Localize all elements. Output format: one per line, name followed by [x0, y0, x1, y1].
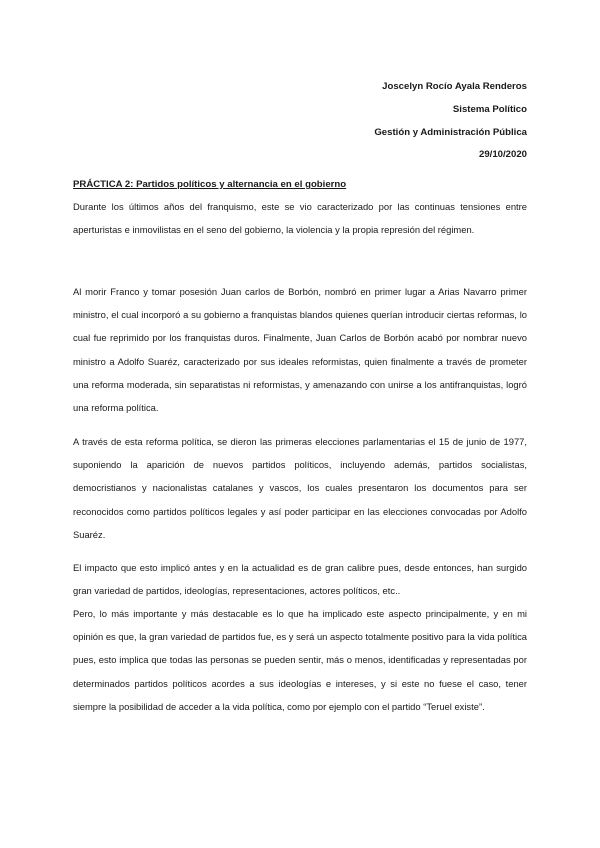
document-title: PRÁCTICA 2: Partidos políticos y alternancia en el gobierno [73, 179, 347, 190]
course-name: Sistema Político [452, 103, 527, 115]
document-date: 29/10/2020 [478, 149, 527, 161]
paragraph-text: Al morir Franco y tomar posesión Juan carlos de Borbón, nombró en primer lugar a Arias Navarro primer ministro, el cual incorporó a su gobierno a franquistas blandos quienes querían introducir ciertas reformas, lo cual fue reprimido por los franquistas duros. Finalmente, Juan Carlos de Borbón acabó por nombrar nuevo ministro a Adolfo Suaréz, caracterizado por sus ideales reformistas, quien finalmente a través de prometer una reforma moderada, sin separatistas ni reformistas, y amenazando con unirse a los antifranquistas, logró una reforma política. [73, 286, 527, 414]
paragraph-text: El impacto que esto implicó antes y en la actualidad es de gran calibre pues, desde entonces, han surgido gran variedad de partidos, ideologías, representaciones, actores políticos, etc.. [73, 562, 527, 597]
degree-name: Gestión y Administración Pública [374, 126, 527, 138]
paragraph [73, 430, 527, 546]
paragraph-text: A través de esta reforma política, se dieron las primeras elecciones parlamentarias el 15 de junio de 1977, suponiendo la aparición de nuevos partidos políticos, incluyendo además, partidos socialistas, democristianos y nacionalistas catalanes y vascos, los cuales presentaron los documentos para ser reconocidos como partidos políticos legales y así poder participar en las elecciones convocadas por Adolfo Suaréz. [73, 436, 527, 540]
paragraph-text: Durante los últimos años del franquismo, este se vio caracterizado por las continuas tensiones entre aperturistas e inmovilistas en el seno del gobierno, la violencia y la propia represión del régimen. [73, 201, 527, 236]
paragraph [73, 195, 527, 241]
author-name: Joscelyn Rocío Ayala Renderos [382, 81, 527, 92]
document-header [300, 76, 527, 167]
paragraph [73, 556, 527, 602]
paragraph [73, 280, 527, 419]
paragraph [73, 602, 527, 718]
paragraph-text: Pero, lo más importante y más destacable es lo que ha implicado este aspecto principalmente, y en mi opinión es que, la gran variedad de partidos fue, es y será un aspecto totalmente positivo para la vida política pues, esto implica que todas las personas se pueden sentir, más o menos, identificadas y representadas por determinados partidos políticos acordes a sus ideologías e intereses, y si este no fuese el caso, tener siempre la posibilidad de acceder a la vida política, como por ejemplo con el partido “Teruel existe”. [73, 608, 527, 712]
